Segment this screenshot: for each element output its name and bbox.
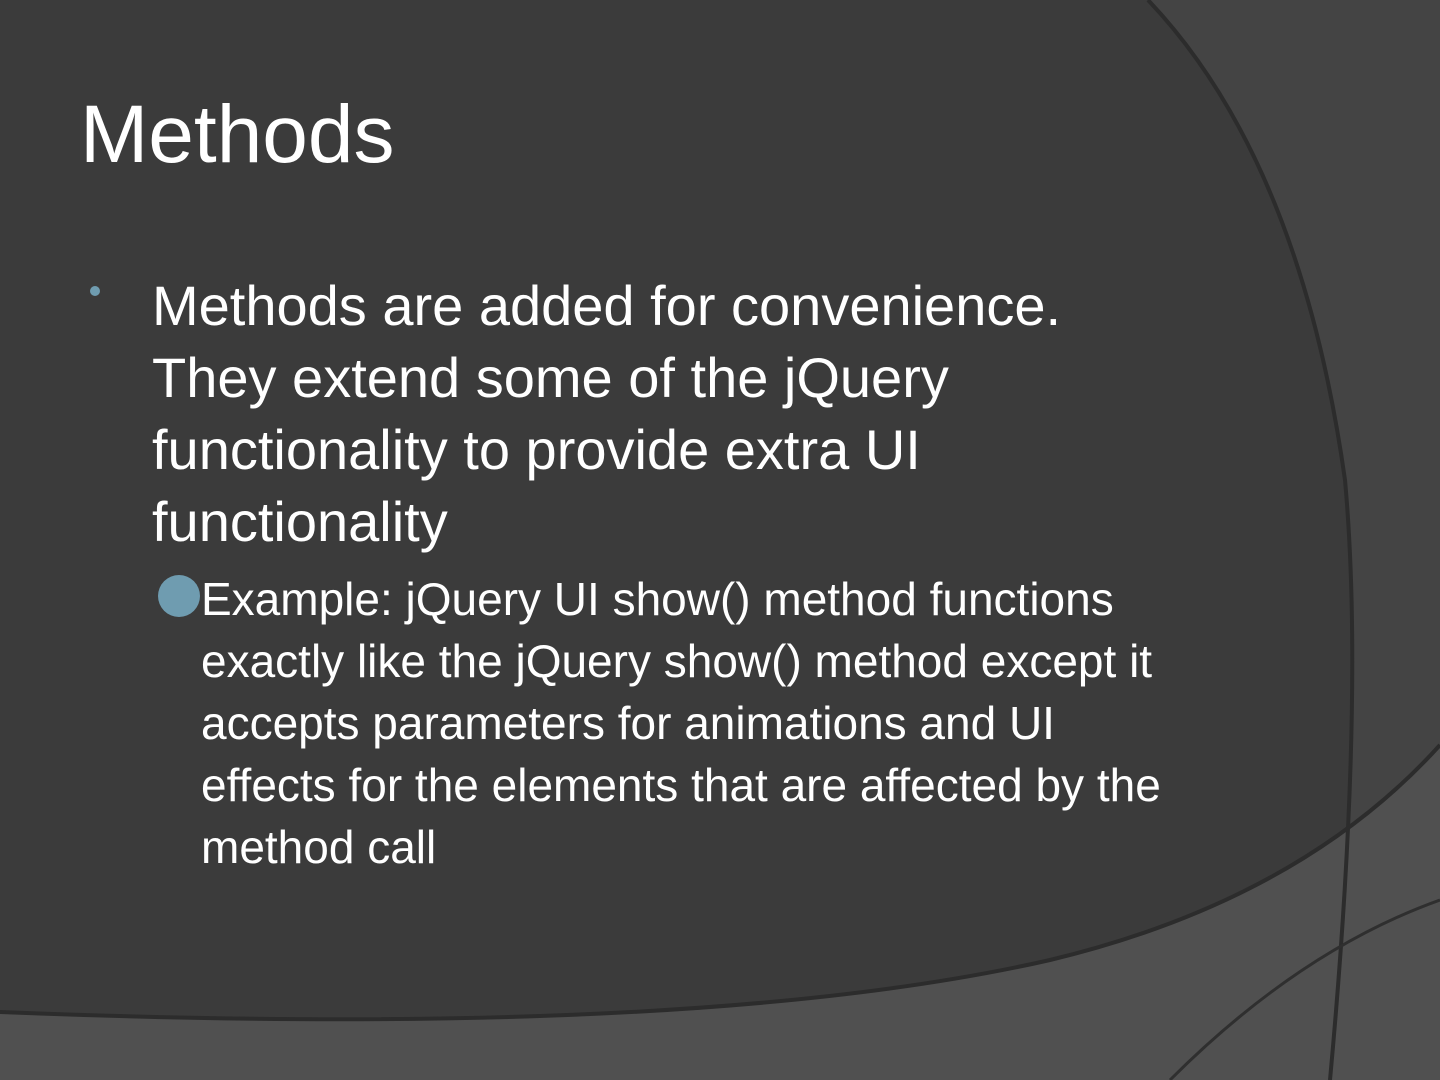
- sub-bullet-dot-icon: [158, 575, 200, 617]
- slide-title: Methods: [80, 89, 395, 180]
- bullet-dot-icon: [90, 286, 100, 296]
- bullet-text: Methods are added for convenience. They extend some of the jQuery functionality to provide extra UI functionality: [152, 274, 1062, 553]
- sub-bullet-text: Example: jQuery UI show() method functions exactly like the jQuery show() method except it accepts parameters for animations and UI effects for the elements that are affected by the method call: [201, 573, 1161, 873]
